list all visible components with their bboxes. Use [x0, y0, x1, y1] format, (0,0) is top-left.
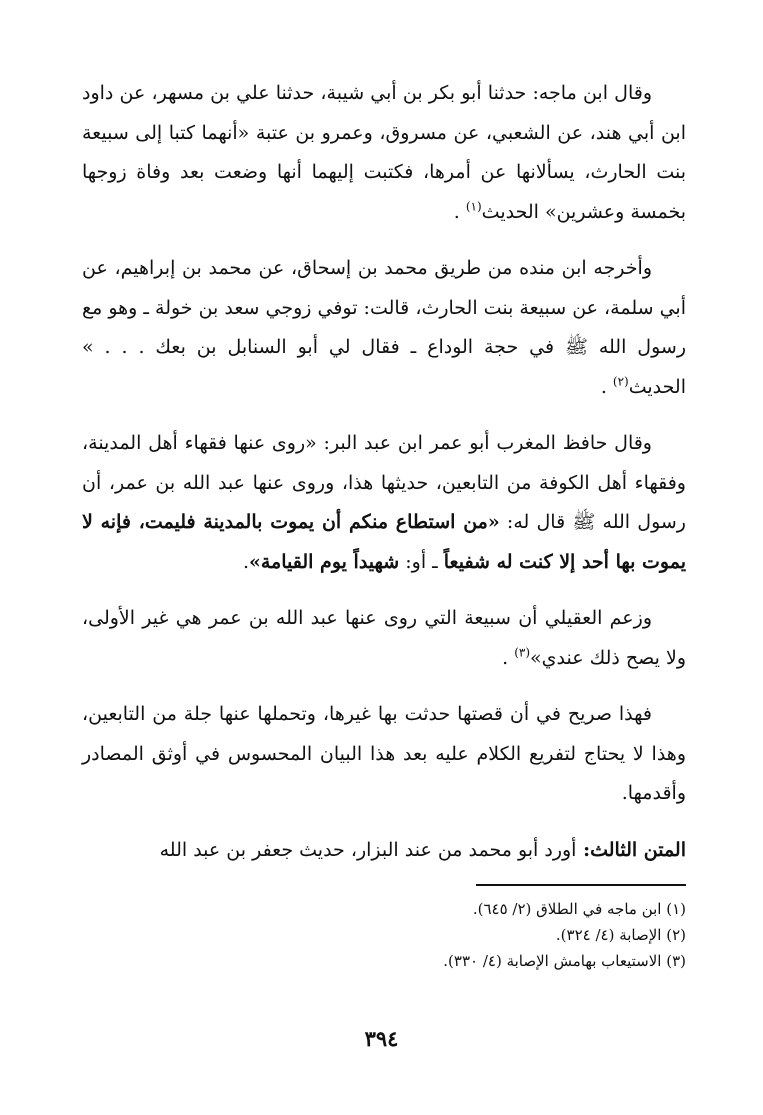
paragraph-text: وقال ابن ماجه: حدثنا أبو بكر بن أبي شيبة، حدثنا علي بن مسهر، عن داود ابن أبي هند، عن الشعبي، عن مسروق، وعمرو بن عتبة «أنهما كتبا إلى سبيعة بنت الحارث، يسألانها عن أمرها، فكتبت إليهما أنها وضعت بعد وفاة زوجها بخمسة وعشرين» الحديث: [82, 82, 686, 223]
paragraph-ibn-mandah: [82, 249, 686, 407]
main-text: [82, 74, 686, 887]
footnote-ref: (١): [465, 199, 482, 214]
paragraph-tail: .: [453, 200, 466, 223]
paragraph-tail: .: [502, 646, 515, 669]
paragraph-text: وقال حافظ المغرب أبو عمر ابن عبد البر: «روى عنها فقهاء أهل المدينة، وفقهاء أهل الكوفة من التابعين، حديثها هذا، وروى عنها عبد الله بن عمر، أن رسول الله ﷺ قال له:: [82, 432, 686, 533]
paragraph-uqayli: [82, 599, 686, 678]
page-number: ٣٩٤: [364, 1026, 399, 1051]
paragraph-text: ـ أو:: [399, 550, 444, 573]
footnote-divider: [476, 884, 686, 886]
paragraph-text: أورد أبو محمد من عند البزار، حديث جعفر بن عبد الله: [159, 838, 577, 861]
paragraph-tail: .: [242, 550, 249, 573]
paragraph-text: فهذا صريح في أن قصتها حدثت بها غيرها، وتحملها عنها جلة من التابعين، وهذا لا يحتاج لتفريع الكلام عليه بعد هذا البيان المحسوس في أوثق المصادر وأقدمها.: [82, 703, 686, 804]
paragraph-ibn-abd-al-barr: [82, 424, 686, 582]
footnote-1: (١) ابن ماجه في الطلاق (٢/ ٦٤٥).: [472, 900, 686, 918]
paragraph-text: وأخرجه ابن منده من طريق محمد بن إسحاق، عن محمد بن إبراهيم، عن أبي سلمة، عن سبيعة بنت الحارث، قالت: توفي زوجي سعد بن خولة ـ وهو مع رسول الله ﷺ في حجة الوداع ـ فقال لي أبو السنابل بن بعك . . . » الحديث: [82, 257, 686, 398]
hadith-quote: «من استطاع منكم أن يموت بالمدينة فليمت، فإنه لا يموت بها أحد إلا كنت له شفيعاً: [82, 511, 686, 573]
paragraph-ibn-majah: [82, 74, 686, 232]
footnote-ref: (٢): [612, 374, 629, 389]
footnotes: [82, 896, 686, 974]
paragraph-conclusion: [82, 695, 686, 814]
footnote-ref: (٣): [514, 645, 531, 660]
paragraph-text: وزعم العقيلي أن سبيعة التي روى عنها عبد الله بن عمر هي غير الأولى، ولا يصح ذلك عندي»: [82, 607, 686, 669]
footnote-2: (٢) الإصابة (٤/ ٣٢٤).: [555, 926, 686, 944]
footnote-3: (٣) الاستيعاب بهامش الإصابة (٤/ ٣٣٠).: [443, 952, 686, 970]
paragraph-third-text: [82, 831, 686, 871]
paragraph-tail: .: [600, 375, 613, 398]
section-label: المتن الثالث:: [576, 838, 686, 861]
hadith-quote: شهيداً يوم القيامة»: [249, 550, 400, 573]
